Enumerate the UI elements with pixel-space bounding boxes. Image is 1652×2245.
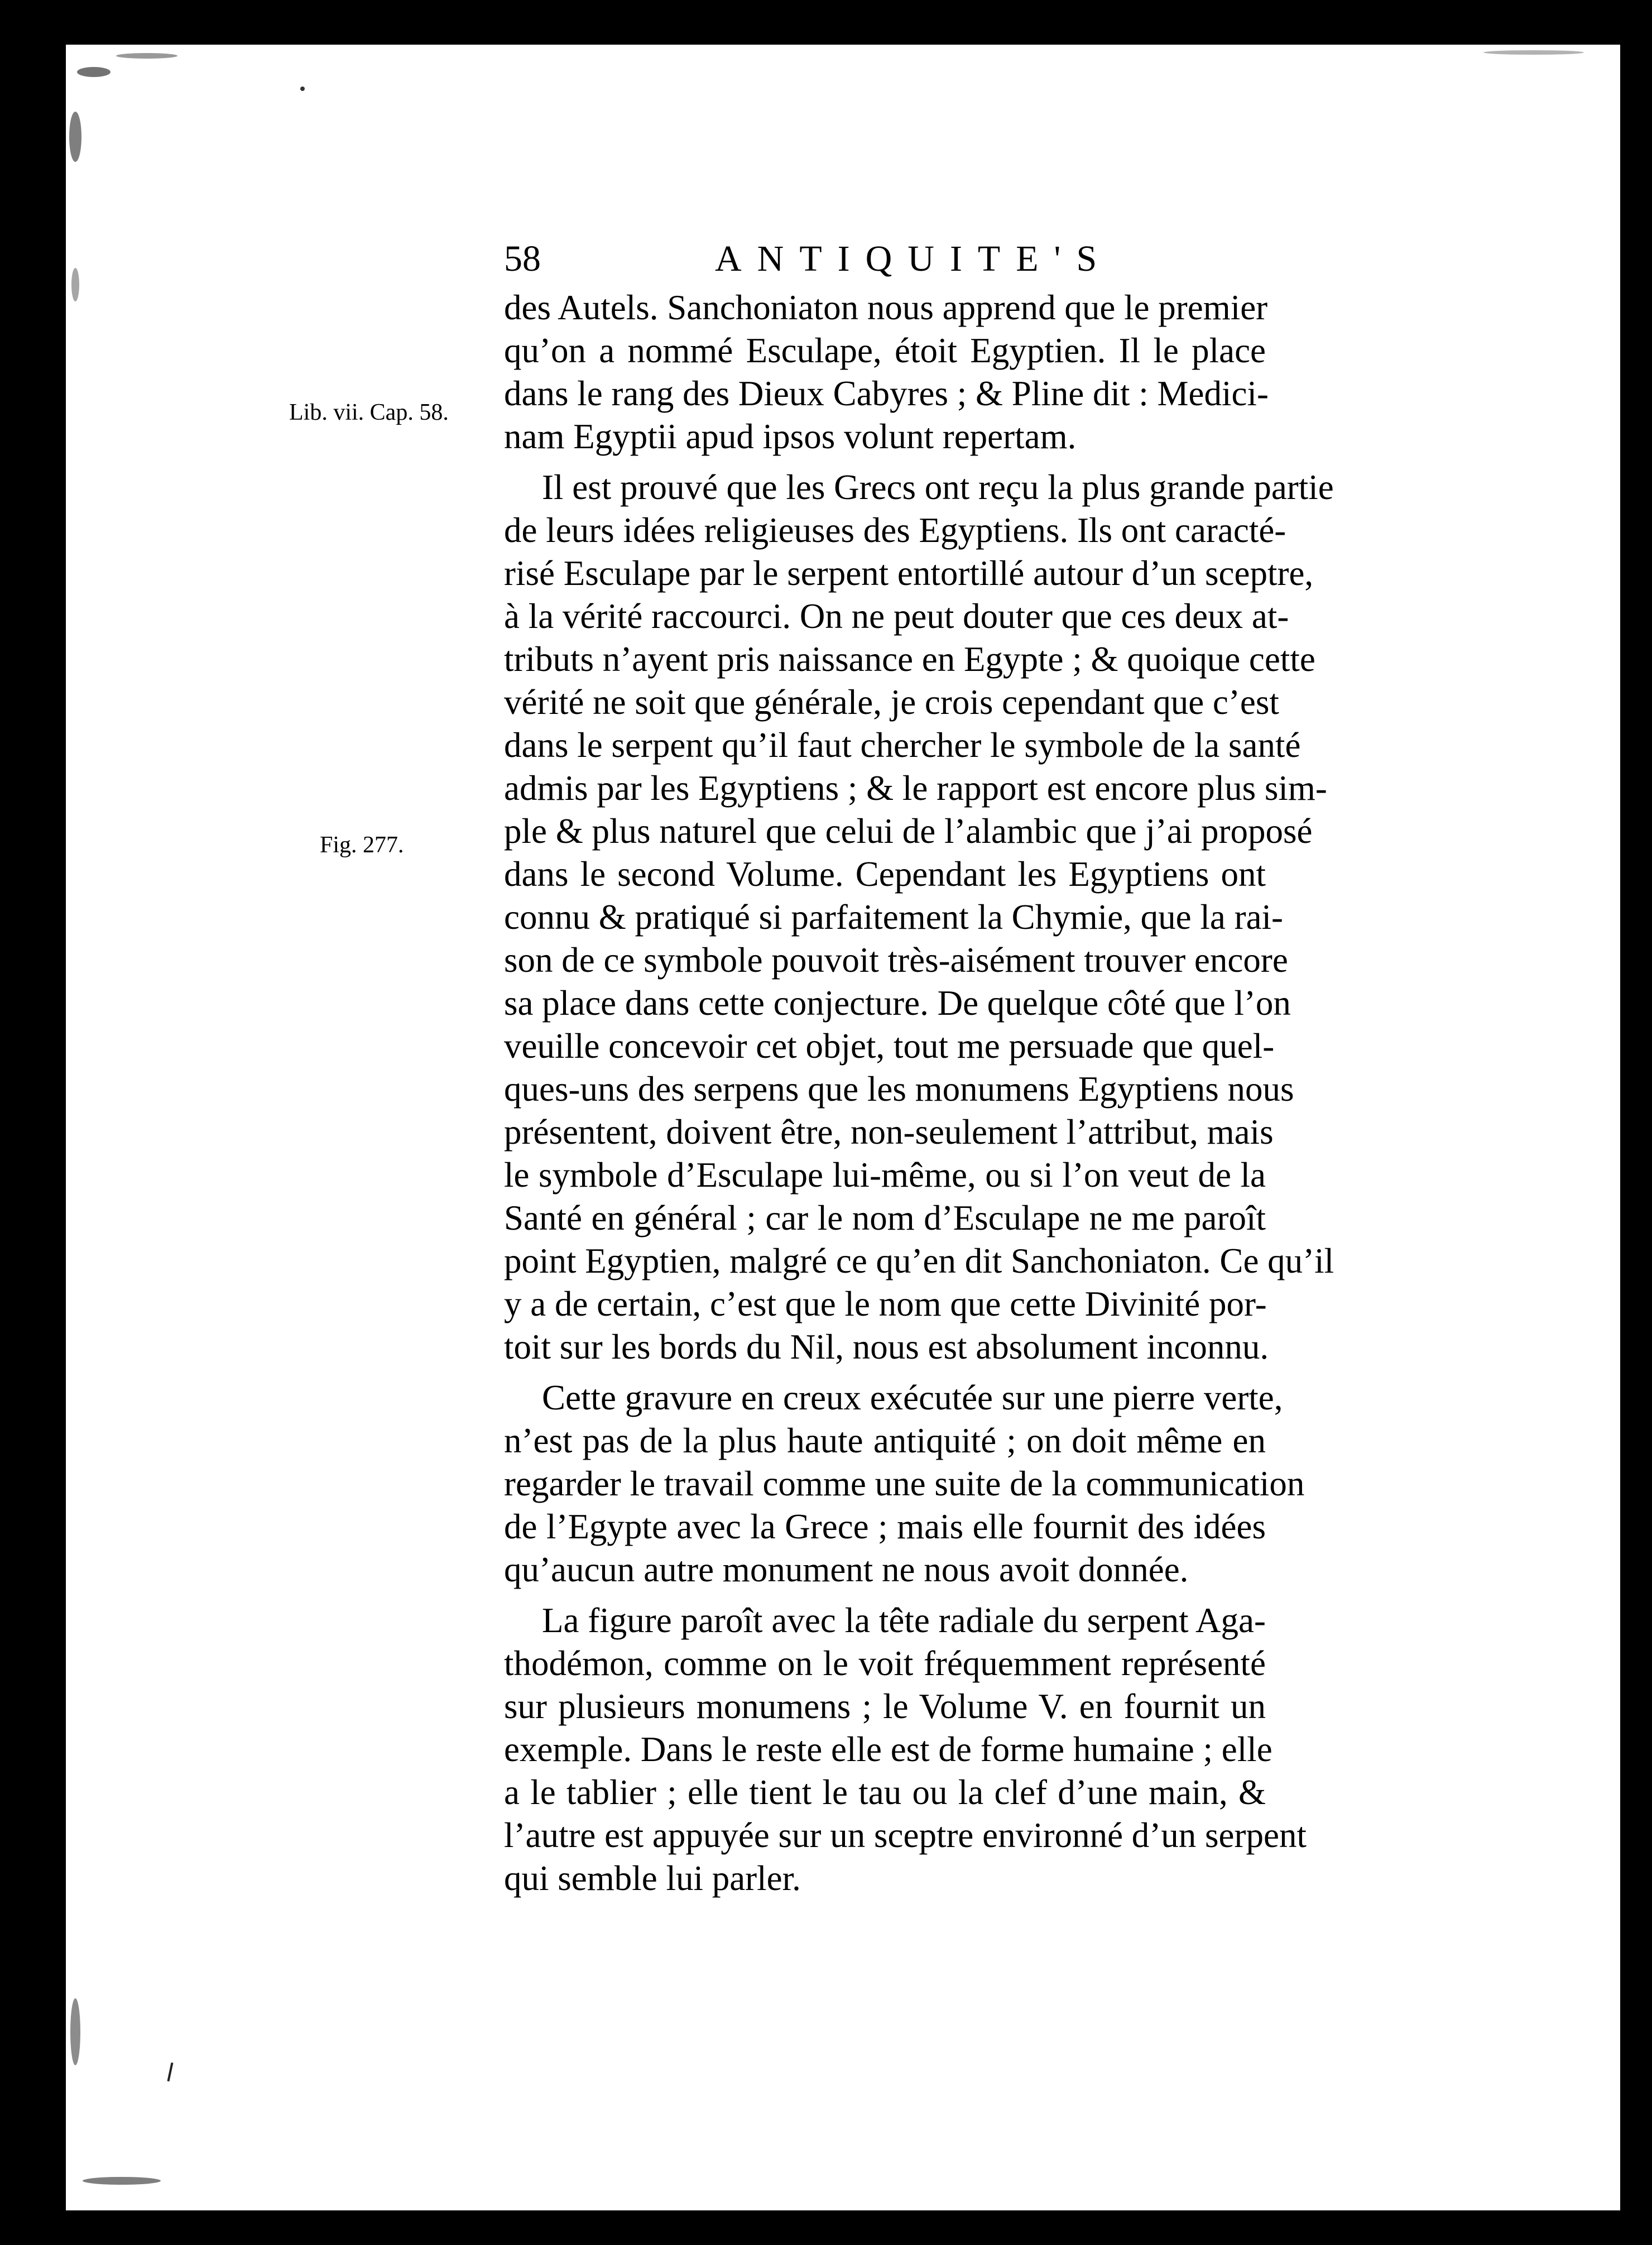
text-line: ques-uns des serpens que les monumens Egyptiens nous (504, 1069, 1294, 1109)
stray-mark (167, 2062, 174, 2081)
scan-speckle (1483, 50, 1584, 55)
text-line: de l’Egypte avec la Grece ; mais elle fournit des idées (504, 1507, 1266, 1546)
text-line: La figure paroît avec la tête radiale du serpent Aga- (542, 1601, 1266, 1640)
text-line: à la vérité raccourci. On ne peut douter que ces deux at- (504, 597, 1289, 636)
text-line: n’est pas de la plus haute antiquité ; on doit même en (504, 1421, 1266, 1460)
text-line: le symbole d’Esculape lui-même, ou si l’on veut de la (504, 1155, 1266, 1195)
paragraph (504, 286, 1269, 458)
text-line: connu & pratiqué si parfaitement la Chymie, que la rai- (504, 898, 1284, 937)
text-line: exemple. Dans le reste elle est de forme humaine ; elle (504, 1730, 1272, 1769)
text-line: sur plusieurs monumens ; le Volume V. en fournit un (504, 1687, 1266, 1726)
scan-speckle (70, 1998, 80, 2065)
text-line: sa place dans cette conjecture. De quelque côté que l’on (504, 984, 1291, 1023)
text-line: Il est prouvé que les Grecs ont reçu la plus grande partie (542, 468, 1334, 507)
text-line: l’autre est appuyée sur un sceptre environné d’un serpent (504, 1816, 1307, 1855)
text-line: nam Egyptii apud ipsos volunt repertam. (504, 417, 1077, 456)
scan-speckle (77, 67, 111, 77)
book-page (66, 45, 1620, 2210)
scan-speckle (83, 2177, 161, 2185)
text-line: thodémon, comme on le voit fréquemment représenté (504, 1644, 1266, 1683)
scan-speckle (300, 87, 305, 91)
text-line: risé Esculape par le serpent entortillé autour d’un sceptre, (504, 554, 1314, 593)
text-line: présentent, doivent être, non-seulement l’attribut, mais (504, 1112, 1274, 1152)
text-line: qu’aucun autre monument ne nous avoit donnée. (504, 1550, 1189, 1589)
text-line: des Autels. Sanchoniaton nous apprend que le premier (504, 288, 1268, 327)
text-line: admis par les Egyptiens ; & le rapport est encore plus sim- (504, 769, 1327, 808)
paragraph (504, 1599, 1307, 1900)
scan-speckle (116, 53, 177, 59)
text-line: y a de certain, c’est que le nom que cette Divinité por- (504, 1284, 1267, 1323)
scan-speckle (71, 268, 79, 301)
text-line: dans le serpent qu’il faut chercher le symbole de la santé (504, 726, 1301, 765)
text-block (504, 232, 1334, 1900)
paragraph (504, 466, 1334, 1369)
text-line: a le tablier ; elle tient le tau ou la clef d’une main, & (504, 1773, 1266, 1812)
text-line: veuille concevoir cet objet, tout me persuade que quel- (504, 1026, 1275, 1066)
text-line: point Egyptien, malgré ce qu’en dit Sanchoniaton. Ce qu’il (504, 1241, 1334, 1280)
text-line: dans le second Volume. Cependant les Egyptiens ont (504, 855, 1266, 894)
text-line: qu’on a nommé Esculape, étoit Egyptien. Il le place (504, 331, 1266, 370)
text-line: qui semble lui parler. (504, 1859, 801, 1898)
text-line: Cette gravure en creux exécutée sur une pierre verte, (542, 1378, 1283, 1417)
running-title: ANTIQUITE'S (715, 238, 1113, 279)
margin-note-reference: Lib. vii. Cap. 58. (289, 400, 449, 425)
text-line: vérité ne soit que générale, je crois cependant que c’est (504, 683, 1279, 722)
text-line: son de ce symbole pouvoit très-aisément trouver encore (504, 941, 1288, 980)
paragraph (504, 1376, 1305, 1591)
text-line: ple & plus naturel que celui de l’alambic que j’ai proposé (504, 812, 1313, 851)
text-line: regarder le travail comme une suite de la communication (504, 1464, 1305, 1503)
text-line: toit sur les bords du Nil, nous est absolument inconnu. (504, 1327, 1269, 1366)
text-line: dans le rang des Dieux Cabyres ; & Pline dit : Medici- (504, 374, 1269, 413)
scan-speckle (69, 112, 81, 162)
margin-note-figure: Fig. 277. (320, 832, 404, 858)
text-line: Santé en général ; car le nom d’Esculape ne me paroît (504, 1198, 1266, 1237)
text-line: tributs n’ayent pris naissance en Egypte ; & quoique cette (504, 640, 1315, 679)
text-line: de leurs idées religieuses des Egyptiens. Ils ont caracté- (504, 511, 1286, 550)
page-header (504, 232, 1266, 286)
page-number: 58 (504, 238, 541, 279)
